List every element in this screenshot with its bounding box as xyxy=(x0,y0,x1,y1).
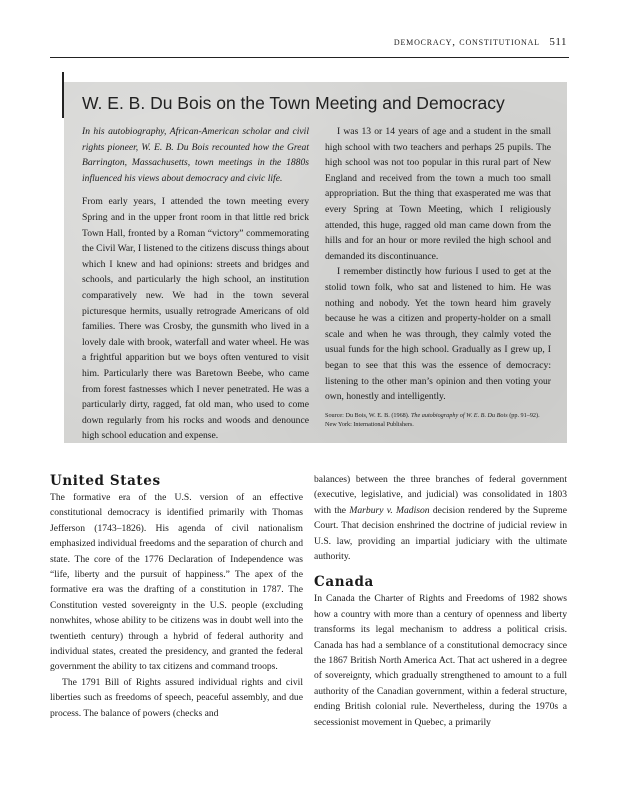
sidebar-paragraph: From early years, I attended the town meeting every Spring and in the upper front room in that little red brick Town Hall, fronted by a Roman “victory” commemorating the Civil War, I listened to the citizens discuss things about which I knew and had opinions: streets and bridges and schools, and particularly the high school, an institution comparatively new. We had in the town several picturesque hermits, usually retrograde Americans of old families. There was Crosby, the gunsmith who lived in a lovely dale with brook, waterfall and water wheel. He was a frightful apparition but we boys often ventured to visit him. Particularly there was Baretown Beebe, who came from forest fastnesses which I never penetrated. He was a particularly dirty, ragged, fat old man, who used to come down regularly from his rocks and woods and denounce high school education and expense. xyxy=(82,196,309,442)
sidebar-intro: In his autobiography, African-American scholar and civil rights pioneer, W. E. B. Du Bois recounted how the Great Barrington, Massachusetts, town meetings in the 1880s influenced his views about democracy and civic life. xyxy=(82,126,309,184)
source-prefix: Source: Du Bois, W. E. B. (1968). xyxy=(325,411,411,419)
page-number: 511 xyxy=(549,36,567,48)
running-head xyxy=(394,36,567,48)
body-paragraph: In Canada the Charter of Rights and Freedoms of 1982 shows how a country with more than a century of openness and liberty transforms its legal mechanism to address a political crisis. Canada has had a semblance of a constitutional democracy since the 1867 British North America Act. That act ushered in a degree of sovereignty, which gradually strengthened to amount to a full authority of the Canadian government, within a federal structure, ending British colonial rule. Nevertheless, during the 1970s a secessionist movement in Quebec, a primarily xyxy=(314,593,567,728)
source-title: The autobiography of W. E. B. Du Bois xyxy=(410,411,508,419)
body-right-column xyxy=(314,472,567,730)
header-rule xyxy=(50,57,569,58)
source-suffix: (pp. 91–92). New York: International Publishers. xyxy=(325,411,540,428)
running-head-section: democracy, constitutional xyxy=(393,36,540,48)
body-left-column xyxy=(50,472,303,721)
sidebar-right-column xyxy=(325,124,551,429)
continued-text: balances) between the three branches of federal government (executive, legislative, and judicial) was consolidated in 1803 with the xyxy=(314,474,567,516)
sidebar-left-column xyxy=(82,124,309,444)
body-paragraph-continued xyxy=(314,472,567,564)
case-name: Marbury v. Madison xyxy=(349,504,430,516)
body-paragraph: The 1791 Bill of Rights assured individual rights and civil liberties such as freedoms of speech, peaceful assembly, and due process. The balance of powers (checks and xyxy=(50,676,303,719)
sidebar-paragraph: I was 13 or 14 years of age and a student in the small high school with two teachers and perhaps 25 pupils. The high school was not too popular in this rural part of New England and received from the town a much too small appropriation. But the thing that exasperated me was that every Spring at Town Meeting, which I religiously attended, this huge, ragged old man came down from the hills and for an hour or more reviled the high school and demanded its discontinuance. xyxy=(325,126,551,262)
sidebar-source xyxy=(325,411,551,429)
section-heading-canada: Canada xyxy=(314,574,374,591)
section-heading-united-states: United States xyxy=(50,473,161,489)
body-paragraph: The formative era of the U.S. version of an effective constitutional democracy is identified primarily with Thomas Jefferson (1743–1826). His agenda of civil nationalism emphasized individual freedoms and the separation of church and state. The core of the 1776 Declaration of Independence was “life, liberty and the pursuit of happiness.” The apex of the formative era was the drafting of a constitution in 1787. The Constitution vested sovereignty in the U.S. people (excluding nonwhites, whose ability to be citizens was in doubt well into the twentieth century) through a hybrid of federal authority and individual states, created the presidency, and granted the federal government the ability to tax citizens and command troops. xyxy=(50,492,303,673)
sidebar-title: W. E. B. Du Bois on the Town Meeting and Democracy xyxy=(82,93,505,113)
sidebar-paragraph: I remember distinctly how furious I used to get at the stolid town folk, who sat and listened to him. He was nothing and nobody. Yet the town heard him gravely because he was a citizen and property-holder on a small scale and when he was through, they calmly voted the usual funds for the high school. Gradually as I grew up, I began to see that this was the essence of democracy: listening to the other man’s opinion and then voting your own, honestly and intelligently. xyxy=(325,266,551,403)
continued-text: decision rendered by the Supreme Court. That decision enshrined the doctrine of judicial review in U.S. law, providing an impartial judiciary with the ultimate authority. xyxy=(314,504,567,563)
